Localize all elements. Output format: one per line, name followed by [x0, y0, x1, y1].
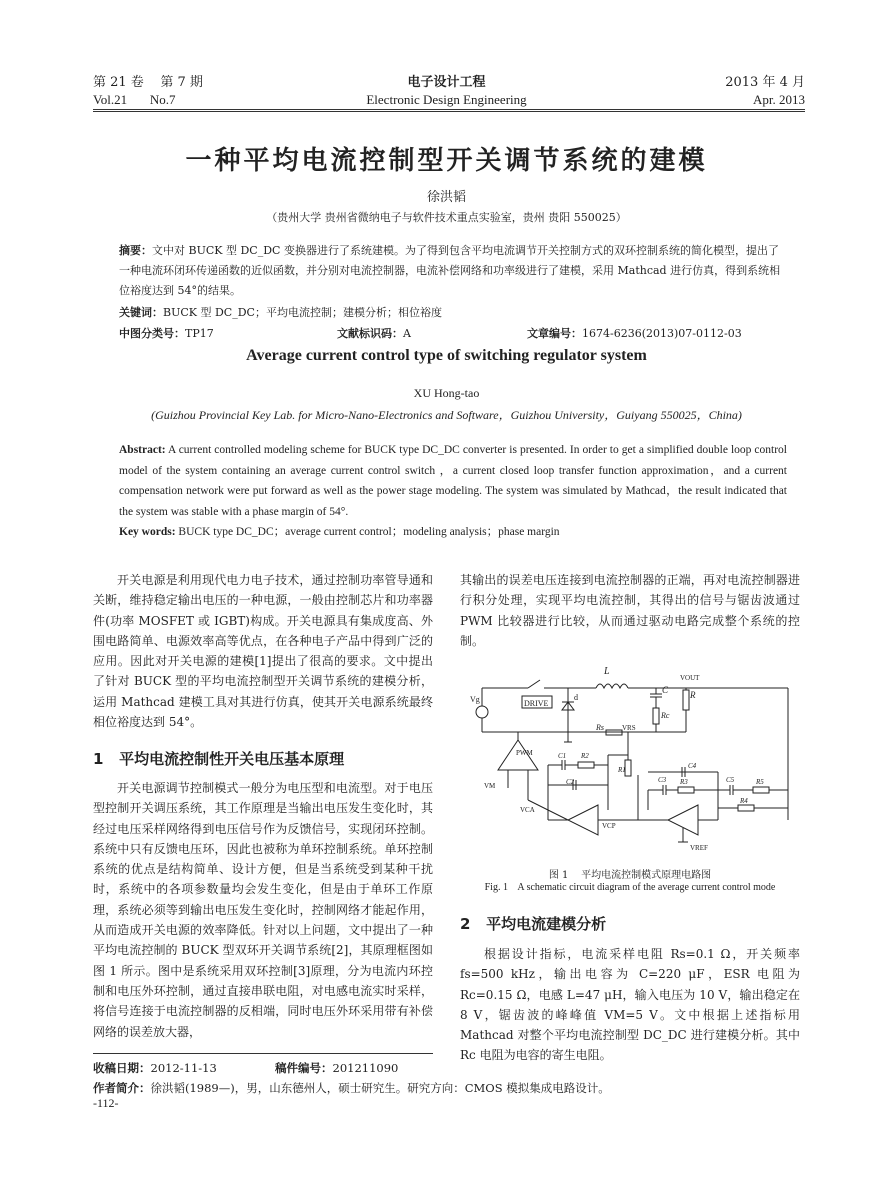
label-c: C: [662, 685, 669, 695]
switch: [528, 680, 540, 688]
bio-text: 徐洪韬(1989—)，男，山东德州人，硕士研究生。研究方向：CMOS 模拟集成电路设计。: [150, 1081, 610, 1095]
volume-en: Vol.21 No.7: [93, 92, 176, 107]
circuit-diagram: [468, 660, 798, 860]
received-label: 收稿日期：: [93, 1061, 151, 1075]
author-en: XU Hong-tao: [413, 386, 480, 400]
label-vout: VOUT: [680, 674, 700, 682]
figure-caption-en: Fig. 1 A schematic circuit diagram of the average current control mode: [484, 882, 776, 893]
label-drive: DRIVE: [524, 699, 549, 708]
doc-label: 文献标识码：: [337, 327, 403, 340]
paper-title-en: Average current control type of switching regulator system: [246, 347, 647, 364]
keywords-en-text: BUCK type DC_DC；average current control；modeling analysis；phase margin: [175, 526, 560, 538]
keywords-en-label: Key words:: [119, 526, 176, 538]
manuscript-label: 稿件编号：: [275, 1061, 333, 1075]
label-rs: Rs: [596, 723, 604, 732]
label-r2: R2: [581, 752, 589, 760]
abstract-cn-label: 摘要：: [119, 244, 152, 257]
abstract-en: [119, 440, 787, 522]
label-r4: R4: [740, 797, 748, 805]
affiliation-en: (Guizhou Provincial Key Lab. for Micro-Nano-Electronics and Software，Guizhou University，Guiyang 550025，China): [151, 408, 742, 422]
label-d: d: [574, 693, 578, 702]
journal-date: [600, 74, 805, 108]
label-vm: VM: [484, 782, 496, 790]
abstract-en-label: Abstract:: [119, 444, 166, 456]
resistor-r3: [678, 787, 694, 793]
current-amplifier: [568, 805, 598, 835]
label-vg: Vg: [470, 695, 480, 704]
article-value: 1674-6236(2013)07-0112-03: [582, 327, 742, 340]
bio-label: 作者简介：: [93, 1081, 151, 1095]
section-1-title: 1 平均电流控制性开关电压基本原理: [93, 750, 345, 768]
resistor-r2: [578, 762, 594, 768]
label-vref: VREF: [690, 844, 708, 852]
label-vrs: VRS: [622, 724, 636, 732]
journal-name-cn: 电子设计工程: [407, 75, 486, 90]
label-r3: R3: [680, 778, 688, 786]
label-vcp: VCP: [602, 822, 616, 830]
intro-paragraph: 开关电源是利用现代电力电子技术，通过控制功率管导通和关断，维持稳定输出电压的一种电源，一般由控制芯片和功率器件(功率 MOSFET 或 IGBT)构成。开关电源具有集成度高、外围电路简单、电源效率高等优点，在各种电子产品中得到广泛的应用。因此对开关电源的建模[1]提出了很高的要求。文中提出了针对 BUCK 型的平均电流控制型开关调节系统的建模分析，运用 Mathcad 建模工具对其进行仿真，使其开关电源系统最终相位裕度达到 54°。: [93, 573, 433, 730]
figure-caption-cn: 图 1 平均电流控制模式原理电路图: [548, 870, 712, 881]
label-r: R: [690, 690, 696, 700]
resistor-rc: [653, 708, 659, 724]
resistor-r1: [625, 760, 631, 776]
label-vca: VCA: [520, 806, 535, 814]
label-c4: C4: [688, 762, 697, 770]
header-rule-2: [93, 111, 805, 112]
article-label: 文章编号：: [527, 327, 582, 340]
section-2-title: 2 平均电流建模分析: [460, 915, 607, 933]
paper-title-cn: 一种平均电流控制型开关调节系统的建模: [185, 146, 708, 176]
journal-name-en: Electronic Design Engineering: [366, 92, 527, 107]
section-1-text: 开关电源调节控制模式一般分为电压型和电流型。对于电压型控制开关调压系统，其工作原理是当输出电压发生变化时，其经过电压采样网络得到电压信号作为反馈信号，实现闭环控制。系统中只有反馈电压环，因此也被称为单环控制系统。单环控制系统的优点是结构简单、设计方便，但是当系统受到某种干扰时，系统中的各项参数量均会发生变化，但是由于单环工作原理，系统必须等到输出电压发生变化时，控制网络才能起作用，从而造成开关电源的效率降低。针对以上问题，文中提出了一种平均电流控制的 BUCK 型双环开关调节系统[2]，其原理框图如图 1 所示。图中是系统采用双环控制[3]原理，分为电流内环控制和电压外环控制，通过直接串联电阻，对电感电流实时采样，将信号连接于电流控制器的反相端，同时电压外环采用带有补偿网络的误差放大器，: [93, 781, 433, 1039]
author-cn: 徐洪韬: [426, 190, 466, 205]
class-value: TP17: [185, 327, 214, 340]
label-rc: Rc: [661, 711, 670, 720]
right-top-paragraph: 其输出的误差电压连接到电流控制器的正端，再对电流控制器进行积分处理，实现平均电流控制，其得出的信号与锯齿波通过 PWM 比较器进行比较，从而通过驱动电路完成整个系统的控制。: [460, 573, 800, 648]
received-row: [93, 1058, 433, 1078]
label-c2: C2: [566, 778, 575, 786]
classification-row: [119, 324, 787, 344]
inductor: [596, 684, 628, 688]
doc-value: A: [403, 327, 411, 340]
abstract-cn: [119, 241, 787, 301]
author-bio: [93, 1078, 793, 1098]
label-r5: R5: [756, 778, 764, 786]
abstract-en-text: A current controlled modeling scheme for BUCK type DC_DC converter is presented. In order to get a simplified double loop control model of the system containing an average current control switch ，a current closed loop transfer function approximation，and a current compensation network were put forward as well as the power stage modeling. The system was simulated by Mathcad，the result indicated that the system was stable with a phase margin of 54°.: [119, 444, 787, 518]
footnote-rule: [93, 1053, 433, 1054]
label-c1: C1: [558, 752, 567, 760]
keywords-cn-text: BUCK 型 DC_DC；平均电流控制；建模分析；相位裕度: [163, 306, 442, 319]
date-cn: 2013 年 4 月: [725, 75, 805, 90]
resistor-r4: [738, 805, 754, 811]
resistor-r5: [753, 787, 769, 793]
label-l: L: [604, 666, 610, 677]
keywords-en: [119, 522, 787, 543]
label-pwm: PWM: [516, 749, 533, 757]
vg-source: [476, 706, 488, 718]
page-number: -112-: [93, 1096, 119, 1110]
manuscript-number: 201211090: [332, 1061, 399, 1075]
abstract-cn-text: 文中对 BUCK 型 DC_DC 变换器进行了系统建模。为了得到包含平均电流调节开关控制方式的双环控制系统的简化模型，提出了一种电流环闭环传递函数的近似函数，并分别对电流控制器，电流补偿网络和功率级进行了建模，采用 Mathcad 进行仿真，得到系统相位裕度达到 54°的结果。: [119, 244, 781, 297]
resistor-r: [683, 690, 689, 710]
class-label: 中图分类号：: [119, 327, 185, 340]
label-c3: C3: [658, 776, 667, 784]
label-r1: R1: [618, 766, 626, 774]
keywords-cn-label: 关键词：: [119, 306, 163, 319]
volume-cn: 第 21 卷 第 7 期: [93, 75, 203, 90]
received-date: 2012-11-13: [150, 1061, 217, 1075]
affiliation-cn: （贵州大学 贵州省微纳电子与软件技术重点实验室，贵州 贵阳 550025）: [266, 211, 627, 224]
label-c5: C5: [726, 776, 735, 784]
keywords-cn: [119, 303, 787, 323]
date-en: Apr. 2013: [753, 92, 805, 107]
header-rule: [93, 109, 805, 110]
section-2-text: 根据设计指标，电流采样电阻 Rs=0.1 Ω，开关频率 fs=500 kHz，输出电容为 C=220 μF，ESR 电阻为 Rc=0.15 Ω，电感 L=47 μH，输入电压为 10 V，输出稳定在 8 V，锯齿波的峰峰值 VM=5 V。文中根据上述指标用 Mathcad 对整个平均电流控制型 DC_DC 进行建模分析。其中 Rc 电阻为电容的寄生电阻。: [460, 947, 800, 1063]
